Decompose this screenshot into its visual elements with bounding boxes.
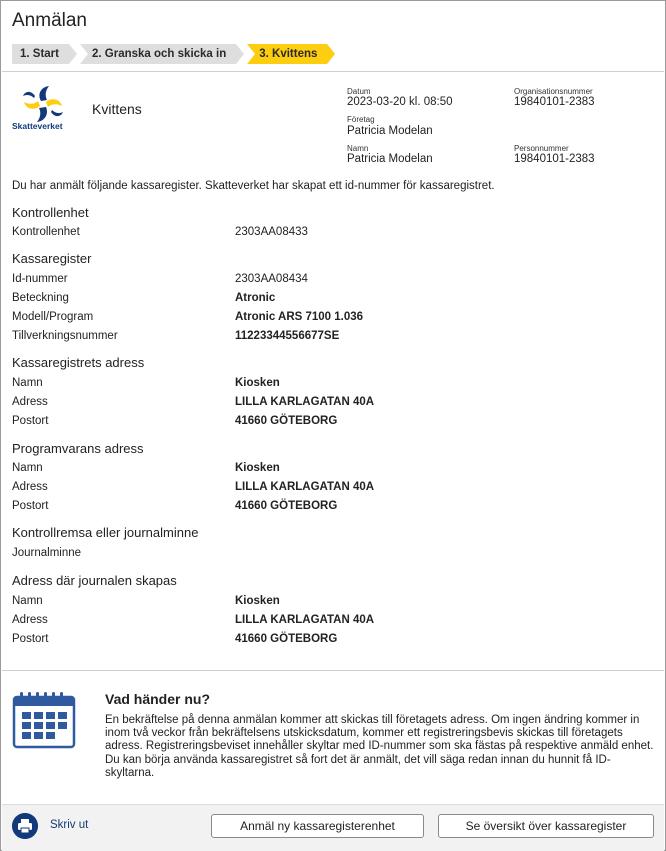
row-label: Postort bbox=[12, 633, 49, 645]
new-register-button[interactable]: Anmäl ny kassaregisterenhet bbox=[211, 814, 424, 838]
step-receipt: 3. Kvittens bbox=[247, 44, 327, 64]
receipt-title: Kvittens bbox=[92, 101, 142, 117]
orgnr-label: Organisationsnummer bbox=[514, 87, 593, 96]
personnr-label: Personnummer bbox=[514, 144, 569, 153]
foretag-label: Företag bbox=[347, 115, 375, 124]
row-value: Kiosken bbox=[235, 595, 280, 607]
calendar-icon bbox=[12, 691, 76, 749]
row-value: LILLA KARLAGATAN 40A bbox=[235, 481, 375, 493]
section-heading-kontrollremsa: Kontrollremsa eller journalminne bbox=[12, 525, 199, 540]
row-label: Kontrollenhet bbox=[12, 226, 80, 238]
row-label: Tillverkningsnummer bbox=[12, 330, 118, 342]
section-heading-journal-adress: Adress där journalen skapas bbox=[12, 573, 177, 588]
namn-label: Namn bbox=[347, 144, 369, 153]
foretag-value: Patricia Modelan bbox=[347, 125, 433, 137]
row-label: Modell/Program bbox=[12, 311, 94, 323]
datum-label: Datum bbox=[347, 87, 371, 96]
row-value: 41660 GÖTEBORG bbox=[235, 500, 338, 512]
orgnr-value: 19840101-2383 bbox=[514, 96, 595, 108]
row-label: Journalminne bbox=[12, 547, 82, 559]
content-divider bbox=[2, 670, 664, 671]
page-title: Anmälan bbox=[12, 10, 87, 31]
row-value: LILLA KARLAGATAN 40A bbox=[235, 396, 375, 408]
row-label: Beteckning bbox=[12, 292, 69, 304]
row-value: 11223344556677SE bbox=[235, 330, 340, 342]
row-label: Postort bbox=[12, 415, 49, 427]
personnr-value: 19840101-2383 bbox=[514, 153, 595, 165]
row-label: Adress bbox=[12, 614, 48, 626]
print-link[interactable]: Skriv ut bbox=[50, 819, 89, 831]
row-label: Namn bbox=[12, 595, 43, 607]
step-review: 2. Granska och skicka in bbox=[80, 44, 236, 64]
header-divider bbox=[2, 71, 664, 72]
section-heading-kassaregister: Kassaregister bbox=[12, 251, 92, 266]
row-value: Kiosken bbox=[235, 377, 280, 389]
progress-steps bbox=[12, 44, 338, 64]
overview-button[interactable]: Se översikt över kassaregister bbox=[438, 814, 654, 838]
section-heading-kassaregistrets-adress: Kassaregistrets adress bbox=[12, 355, 145, 370]
row-value: LILLA KARLAGATAN 40A bbox=[235, 614, 375, 626]
row-label: Postort bbox=[12, 500, 49, 512]
row-label: Namn bbox=[12, 377, 43, 389]
row-label: Namn bbox=[12, 462, 43, 474]
row-label: Id-nummer bbox=[12, 273, 68, 285]
row-value: Atronic bbox=[235, 292, 276, 304]
namn-value: Patricia Modelan bbox=[347, 153, 433, 165]
section-heading-kontrollenhet: Kontrollenhet bbox=[12, 205, 89, 220]
row-value: 41660 GÖTEBORG bbox=[235, 633, 338, 645]
datum-value: 2023-03-20 kl. 08:50 bbox=[347, 96, 453, 108]
row-label: Adress bbox=[12, 481, 48, 493]
row-label: Adress bbox=[12, 396, 48, 408]
intro-text: Du har anmält följande kassaregister. Skatteverket har skapat ett id-nummer för kassaregistret. bbox=[12, 180, 495, 192]
row-value: 41660 GÖTEBORG bbox=[235, 415, 338, 427]
section-heading-programvarans-adress: Programvarans adress bbox=[12, 441, 144, 456]
row-value: Kiosken bbox=[235, 462, 280, 474]
printer-icon[interactable] bbox=[12, 813, 38, 839]
next-steps-heading: Vad händer nu? bbox=[105, 691, 211, 707]
logo-text: Skatteverket bbox=[12, 121, 63, 131]
step-start: 1. Start bbox=[12, 44, 69, 64]
row-value: 2303AA08433 bbox=[235, 226, 308, 238]
row-value: 2303AA08434 bbox=[235, 273, 308, 285]
row-value: Atronic ARS 7100 1.036 bbox=[235, 311, 364, 323]
next-steps-text: En bekräftelse på denna anmälan kommer att skickas till företagets adress. Om ingen ändring kommer in inom två veckor från bekräftelsens utskicksdatum, kommer ett registreringsbevis skickas till företagets adress. Registreringsbeviset innehåller skyltar med ID-nummer som ska fästas på respektive anmäld enhet. Du kan börja använda kassaregistret så fort det är anmält, det vill säga redan innan du hunnit få ID-skyltarna. bbox=[105, 714, 654, 779]
